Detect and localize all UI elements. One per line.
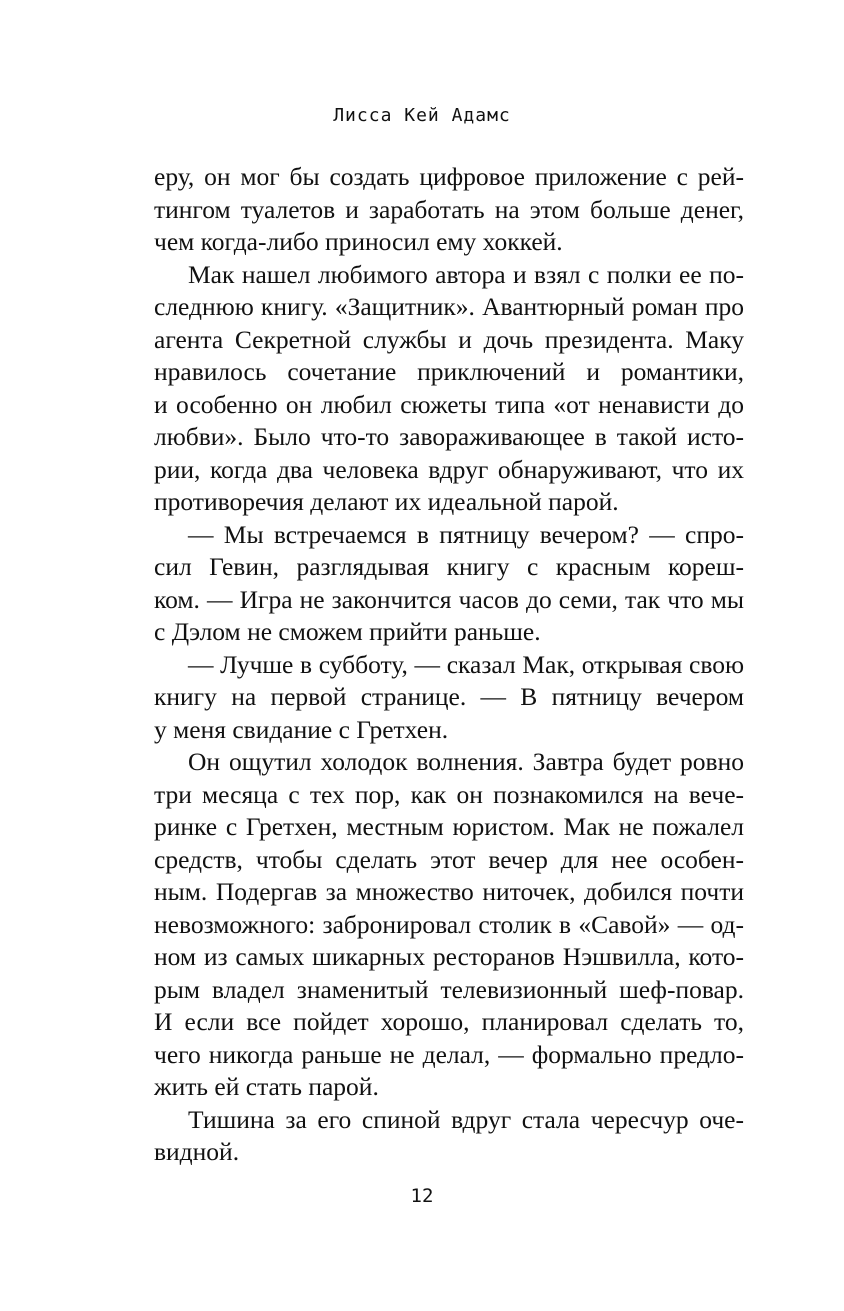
text-line: — Лучше в субботу, — сказал Мак, открывая свою [188, 649, 744, 679]
text-line: тингом туалетов и заработать на этом больше денег, [154, 194, 744, 224]
text-line: сил Гевин, разглядывая книгу с красным кореш- [154, 552, 744, 581]
text-line: ном из самых шикарных ресторанов Нэшвилла, кото- [154, 942, 744, 971]
text-line: противоречия делают их идеальной парой. [154, 487, 619, 516]
text-line: любви». Было что-то завораживающее в такой исто- [154, 422, 744, 451]
running-head: Лисса Кей Адамс [333, 105, 511, 126]
text-line: ным. Подергав за множество ниточек, добился почти [154, 877, 744, 906]
paragraph-5 [154, 746, 744, 1104]
text-line: рым владел знаменитый телевизионный шеф-повар. [154, 974, 744, 1004]
paragraph-2 [154, 259, 744, 519]
paragraph-3 [154, 519, 744, 649]
text-line: — Мы встречаемся в пятницу вечером? — спро- [188, 519, 744, 549]
text-line: и особенно он любил сюжеты типа «от ненависти до [154, 389, 744, 419]
text-line: три месяца с тех пор, как он познакомился на вече- [154, 779, 744, 809]
text-line: жить ей стать парой. [154, 1072, 379, 1101]
text-line: следнюю книгу. «Защитник». Авантюрный роман про [154, 292, 744, 321]
body-text [154, 161, 744, 1169]
text-line: еру, он мог бы создать цифровое приложение с рей- [154, 162, 744, 191]
text-line: чего никогда раньше не делал, — формально предло- [154, 1039, 744, 1069]
text-line: видной. [154, 1137, 240, 1166]
paragraph-1 [154, 161, 744, 259]
text-line: книгу на первой странице. — В пятницу вечером [154, 682, 744, 711]
paragraph-6 [154, 1104, 744, 1169]
text-line: ком. — Игра не закончится часов до семи, так что мы [154, 584, 744, 614]
text-line: чем когда-либо приносил ему хоккей. [154, 227, 563, 256]
text-line: у меня свидание с Гретхен. [154, 714, 449, 744]
paragraph-4 [154, 649, 744, 747]
page-number: 12 [410, 1185, 434, 1207]
text-line: ринке с Гретхен, местным юристом. Мак не пожалел [154, 812, 744, 841]
text-line: невозможного: забронировал столик в «Савой» — од- [154, 909, 744, 939]
text-line: И если все пойдет хорошо, планировал сделать то, [154, 1007, 744, 1036]
text-line: Тишина за его спиной вдруг стала чересчур оче- [188, 1104, 744, 1134]
text-line: с Дэлом не сможем прийти раньше. [154, 617, 541, 646]
text-line: Он ощутил холодок волнения. Завтра будет ровно [188, 747, 744, 776]
text-line: средств, чтобы сделать этот вечер для нее особен- [154, 844, 744, 874]
text-line: агента Секретной службы и дочь президента. Маку [154, 324, 744, 354]
text-line: рии, когда два человека вдруг обнаруживают, что их [154, 454, 744, 484]
text-line: Мак нашел любимого автора и взял с полки ее по- [188, 259, 744, 289]
text-line: нравилось сочетание приключений и романтики, [154, 357, 744, 386]
